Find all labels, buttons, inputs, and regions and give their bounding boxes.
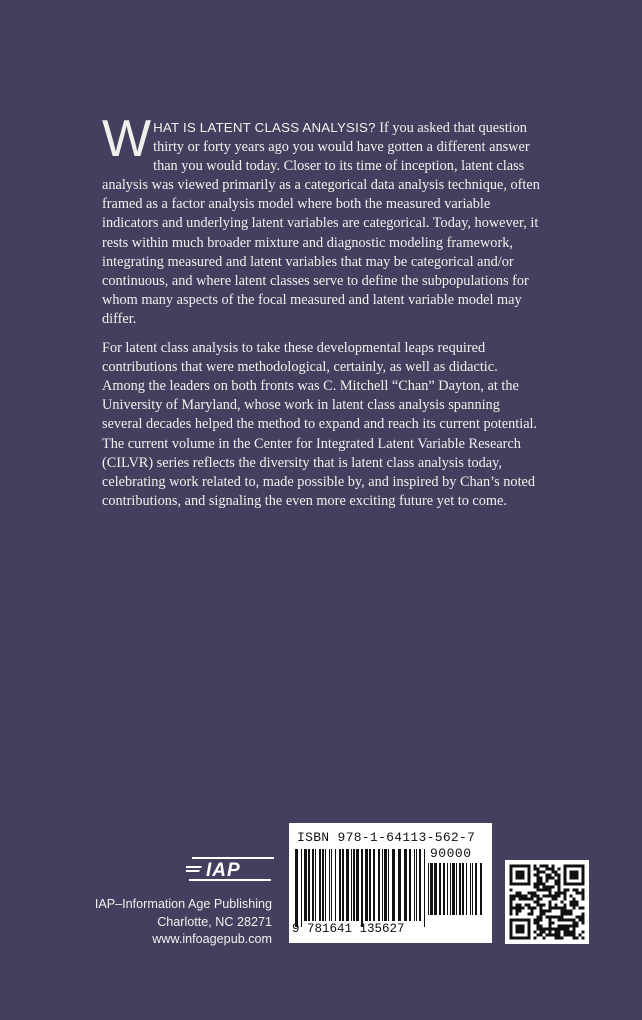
- publisher-info: [80, 896, 272, 949]
- svg-text:IAP: IAP: [206, 860, 241, 881]
- iap-logo: [186, 854, 276, 884]
- description-paragraph-1: [102, 110, 542, 329]
- isbn-label: ISBN 978-1-64113-562-7: [297, 830, 476, 845]
- lead-in-caps: HAT IS LATENT CLASS ANALYSIS?: [153, 120, 376, 135]
- description-paragraph-2: For latent class analysis to take these developmental leaps required contributions that were methodological, certainly, as well as didactic. Among the leaders on both fronts was C. Mitchell “Chan” Dayton, at the University of Maryland, whose work in latent class analysis spanning several decades helped the method to expand and reach its current potential. The current volume in the Center for Integrated Latent Variable Research (CILVR) series reflects the diversity that is latent class analysis today, celebrating work related to, made possible by, and inspired by Chan’s noted contributions, and signaling the even more exciting future yet to come.: [102, 340, 538, 509]
- price-addon-label: 90000: [430, 846, 472, 861]
- paragraph-1-text: If you asked that question thirty or forty years ago you would have gotten a different answer than you would today. Closer to its time of inception, latent class analysis was viewed primarily as a categorical data analysis technique, often framed as a factor analysis model where both the measured variable indicators and underlying latent variables are categorical. Today, however, it rests within much broader mixture and diagnostic modeling framework, integrating measured and latent variables that may be categorical and/or continuous, and where latent classes serve to define the subpopulations for whom many aspects of the focal measured and latent variable model may differ.: [102, 120, 540, 327]
- qr-code: [505, 860, 589, 944]
- isbn-barcode: [289, 823, 492, 943]
- barcode-digits: 9 781641 135627: [292, 922, 405, 936]
- qr-code-icon: [505, 860, 589, 944]
- addon-bars: [428, 863, 486, 915]
- publisher-name: IAP–Information Age Publishing: [94, 897, 272, 911]
- publisher-city: Charlotte, NC 28271: [157, 914, 272, 929]
- publisher-website[interactable]: www.infoagepub.com: [152, 932, 272, 946]
- back-cover-description: [102, 110, 542, 511]
- ean13-bars: [295, 849, 425, 927]
- drop-cap: W: [102, 110, 152, 168]
